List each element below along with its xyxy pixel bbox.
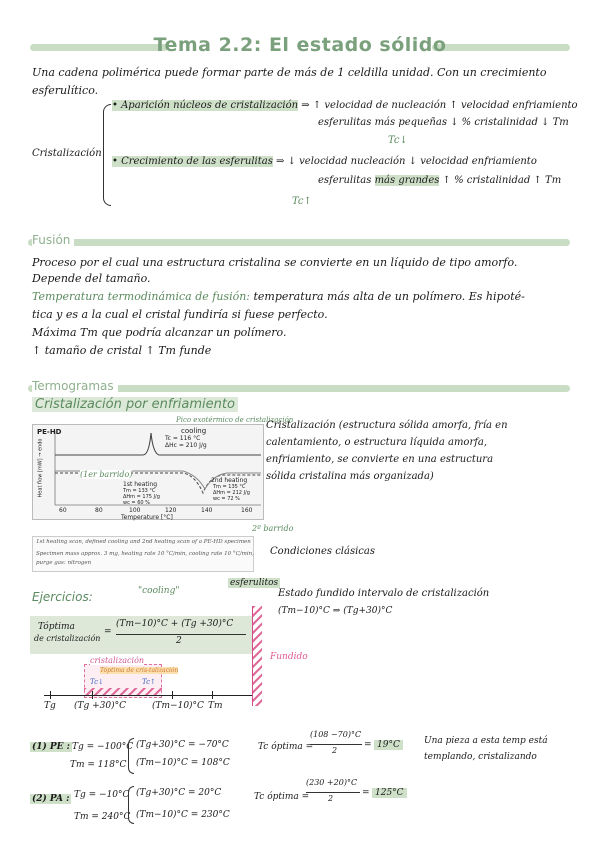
fundido-wall — [252, 606, 262, 706]
dsc-chart — [32, 424, 264, 520]
pa-tg: Tg = −10°C — [74, 790, 130, 800]
cryst-zone-label: cristalización — [90, 656, 145, 665]
dsc-xtick-5: 140 — [201, 507, 213, 514]
dsc-sample: PE-HD — [37, 428, 62, 436]
page-title: Tema 2.2: El estado sólido — [153, 34, 447, 56]
cryst-zone-tc-small: Tc↓ — [90, 678, 104, 686]
cryst-brace — [103, 104, 111, 206]
dsc-heat1-val-1: Tm = 133 °C — [123, 488, 156, 494]
termo-explain-4: sólida cristalina más organizada) — [266, 471, 434, 482]
cryst-b2-note: Tc↑ — [292, 196, 312, 207]
ejer-cooling: "cooling" — [138, 586, 180, 596]
axis-label-tm: Tm — [208, 701, 223, 711]
termo-caption-3: purge gas: nitrogen — [36, 560, 92, 566]
axis-label-tg: Tg — [44, 701, 56, 711]
temp-axis — [44, 695, 252, 696]
fusion-l3-text: temperatura más alta de un polímero. Es hipoté- — [250, 290, 525, 303]
dsc-xtick-1: 60 — [59, 507, 67, 514]
pe-r2: (Tm−10)°C = 108°C — [136, 758, 230, 768]
cryst-b2-l2a: esferulitas — [318, 175, 375, 186]
dsc-xlabel: Temperature [°C] — [121, 514, 173, 521]
fusion-l2: Depende del tamaño. — [32, 272, 151, 285]
fusion-l6: ↑ tamaño de cristal ↑ Tm funde — [32, 344, 212, 357]
fusion-tt: Temperatura termodinámica de fusión: — [32, 290, 250, 303]
pa-label: (2) PA : — [32, 794, 70, 804]
cryst-b1-lead: • Aparición núcleos de cristalización — [112, 100, 299, 111]
dsc-xtick-6: 160 — [241, 507, 253, 514]
pe-brace — [128, 738, 134, 774]
cryst-b2-lead: • Crecimiento de las esferulitas — [112, 156, 273, 167]
axis-tick-2 — [92, 691, 93, 699]
formula-lhs-1: Tóptima — [38, 622, 75, 632]
formula-eq: = — [104, 627, 112, 637]
ejer-esferulitos: esferulitos — [230, 578, 279, 588]
dsc-ylabel: Heat flow [mW] → endo — [37, 438, 44, 498]
cryst-b2-rest: ⇒ ↓ velocidad nucleación ↓ velocidad enfriamiento — [272, 156, 537, 167]
formula-lhs-2: de cristalización — [34, 634, 101, 643]
cryst-label: Cristalización — [32, 148, 102, 159]
cryst-b2-l2b: más grandes — [374, 175, 440, 186]
termo-pico: Pico exotérmico de cristalización — [176, 416, 294, 424]
intro-line-2: esferulítico. — [32, 84, 99, 97]
pa-num: (230 +20)°C — [306, 778, 358, 787]
dsc-heat2-val-2: ΔHm = 212 J/g — [213, 490, 250, 496]
fusion-l4: tica y es a la cual el cristal fundiría si fuese perfecto. — [32, 308, 328, 321]
dsc-cool-val-2: ΔHc = 210 J/g — [165, 442, 207, 449]
termo-heading: Termogramas — [32, 379, 118, 393]
pe-res: 19°C — [374, 740, 403, 750]
axis-tick-3 — [172, 691, 173, 699]
pe-line — [310, 744, 362, 745]
cryst-b2-line1 — [112, 156, 537, 167]
dsc-heat1-label: 1st heating — [123, 481, 158, 488]
pe-tc: Tc óptima = — [258, 742, 314, 752]
dsc-cooling-label: cooling — [181, 427, 207, 435]
dsc-xtick-2: 80 — [95, 507, 103, 514]
cryst-zone-topt: Tóptima de cris-talización — [100, 667, 179, 674]
axis-label-tm10: (Tm−10)°C — [152, 701, 204, 711]
pe-num: (108 −70)°C — [310, 730, 362, 739]
cryst-b1-line2: esferulitas más pequeñas ↓ % cristalinidad ↓ Tm — [318, 117, 569, 128]
termo-caption-1: 1st heating scan, defined cooling and 2nd heating scan of a PE-HD specimen — [36, 539, 251, 545]
cryst-b2-line2 — [318, 175, 561, 186]
termo-barrido1: (1er barrido) — [80, 470, 133, 479]
ejer-intervalo: (Tm−10)°C ⇒ (Tg+30)°C — [278, 606, 393, 616]
dsc-heat1-val-3: wc = 60 % — [123, 500, 150, 506]
dsc-cooling-curve — [55, 433, 261, 455]
dsc-xtick-4: 120 — [165, 507, 177, 514]
intro-line-1: Una cadena polimérica puede formar parte de más de 1 celdilla unidad. Con un crecimiento — [32, 66, 547, 79]
termo-sub: Cristalización por enfriamiento — [32, 397, 238, 412]
pa-line — [306, 792, 360, 793]
formula-den: 2 — [176, 636, 182, 646]
fusion-l1: Proceso por el cual una estructura cristalina se convierte en un líquido de tipo amorfo. — [32, 256, 518, 269]
pe-tm: Tm = 118°C — [70, 760, 127, 770]
pe-eq: = — [364, 740, 372, 750]
termo-cond: Condiciones clásicas — [270, 546, 375, 557]
dsc-heat2-val-1: Tm = 135 °C — [213, 484, 246, 490]
dsc-heat1-val-2: ΔHm = 175 J/g — [123, 494, 160, 500]
fusion-l5: Máxima Tm que podría alcanzar un polímero. — [32, 326, 287, 339]
cryst-zone-tc-big: Tc↑ — [142, 678, 156, 686]
ejer-heading: Ejercicios: — [32, 590, 93, 604]
fusion-heading: Fusión — [32, 233, 74, 247]
pa-eq: = — [362, 788, 370, 798]
pa-r1: (Tg+30)°C = 20°C — [136, 788, 222, 798]
pa-tc: Tc óptima = — [254, 792, 310, 802]
pe-den: 2 — [332, 746, 338, 755]
pe-r1: (Tg+30)°C = −70°C — [136, 740, 229, 750]
fusion-rule — [28, 239, 570, 246]
cryst-b1-rest: ⇒ ↑ velocidad de nucleación ↑ velocidad enfriamiento — [298, 100, 578, 111]
pe-label: (1) PE : — [32, 742, 70, 752]
fundido-label: Fundido — [270, 652, 308, 662]
pe-tg: Tg = −100°C — [72, 742, 134, 752]
termo-caption-2: Specimen mass approx. 3 mg, heating rate 10 °C/min, cooling rate 10 °C/min, — [36, 551, 254, 557]
pa-tm: Tm = 240°C — [74, 812, 131, 822]
formula-num: (Tm−10)°C + (Tg +30)°C — [116, 619, 234, 629]
pa-r2: (Tm−10)°C = 230°C — [136, 810, 230, 820]
axis-label-tg30: (Tg +30)°C — [74, 701, 127, 711]
formula-line — [116, 634, 246, 635]
termo-explain-3: enfriamiento, se convierte en una estructura — [266, 454, 494, 465]
axis-tick-1 — [50, 691, 51, 699]
dsc-chart-svg — [33, 425, 265, 521]
pa-brace — [128, 786, 134, 824]
cryst-b1-note: Tc↓ — [388, 135, 408, 146]
dsc-xtick-3: 100 — [129, 507, 141, 514]
dsc-cool-val-1: Tc = 116 °C — [165, 435, 201, 442]
cryst-b1-line1 — [112, 100, 578, 111]
termo-barrido2: 2º barrido — [252, 524, 294, 533]
cryst-b2-l2c: ↑ % cristalinidad ↑ Tm — [439, 175, 562, 186]
ejer-estado: Estado fundido intervalo de cristalización — [278, 588, 490, 599]
fusion-l3 — [32, 290, 525, 303]
termo-explain-2: calentamiento, o estructura líquida amorfa, — [266, 437, 488, 448]
axis-tick-4 — [212, 691, 213, 699]
dsc-heat2-label: 2nd heating — [211, 477, 248, 484]
termo-explain-1: Cristalización (estructura sólida amorfa, fría en — [266, 420, 508, 431]
pe-note-1: Una pieza a esta temp está — [424, 736, 548, 746]
pa-res: 125°C — [372, 788, 407, 798]
dsc-heat2-val-3: wc = 72 % — [213, 496, 240, 502]
pa-den: 2 — [328, 794, 334, 803]
pe-note-2: templando, cristalizando — [424, 752, 537, 762]
